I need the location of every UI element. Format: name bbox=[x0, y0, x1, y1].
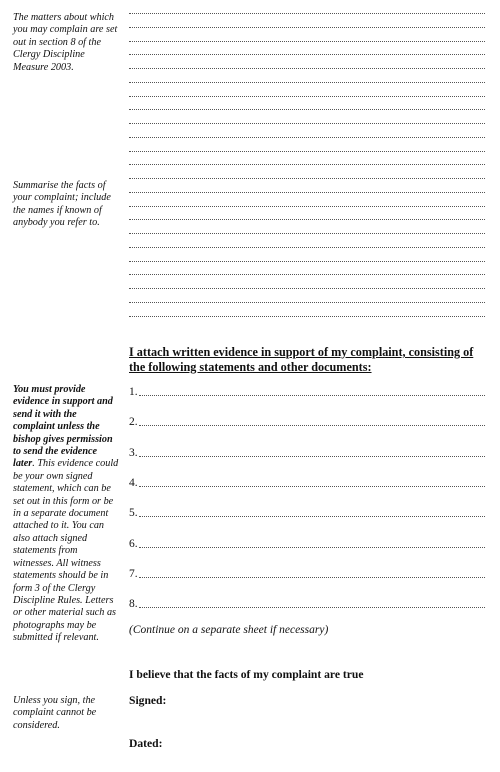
evidence-line[interactable] bbox=[129, 385, 485, 399]
signed-label: Signed: bbox=[129, 694, 167, 707]
writing-line[interactable] bbox=[129, 33, 485, 42]
evidence-line-number: 1. bbox=[129, 386, 138, 398]
writing-line[interactable] bbox=[129, 46, 485, 55]
writing-line[interactable] bbox=[129, 101, 485, 110]
writing-line[interactable] bbox=[129, 19, 485, 28]
writing-line[interactable] bbox=[129, 129, 485, 138]
evidence-line[interactable] bbox=[129, 537, 485, 551]
evidence-note-bold: You must provide evidence in support and send it with the complaint unless the bishop gives permission to send the evidence later bbox=[13, 384, 113, 470]
evidence-line-dots[interactable] bbox=[139, 547, 485, 548]
evidence-line[interactable] bbox=[129, 415, 485, 429]
continue-note: (Continue on a separate sheet if necessary) bbox=[129, 624, 329, 636]
evidence-line-number: 8. bbox=[129, 598, 138, 611]
evidence-line-dots[interactable] bbox=[139, 607, 485, 608]
writing-line[interactable] bbox=[129, 280, 485, 289]
writing-line[interactable] bbox=[129, 211, 485, 220]
evidence-note-rest: . This evidence could be your own signed statement, which can be set out in this form or be in a separate document attached to it. You can also attach signed statements from witnesses. All witness statements should be in form 3 of the Clergy Discipline Rules. Letters or other material such as photographs may be submitted if relevant. bbox=[13, 458, 119, 644]
evidence-line-number: 2. bbox=[129, 416, 138, 429]
evidence-line-number: 4. bbox=[129, 476, 138, 489]
writing-line[interactable] bbox=[129, 239, 485, 248]
writing-line[interactable] bbox=[129, 198, 485, 207]
belief-statement: I believe that the facts of my complaint are true bbox=[129, 668, 364, 681]
writing-line[interactable] bbox=[129, 143, 485, 152]
evidence-line[interactable] bbox=[129, 476, 485, 490]
matters-note: The matters about which you may complain are set out in section 8 of the Clergy Discipline Measure 2003. bbox=[13, 12, 118, 73]
writing-line[interactable] bbox=[129, 5, 485, 14]
writing-line[interactable] bbox=[129, 308, 485, 317]
evidence-line-dots[interactable] bbox=[139, 516, 485, 517]
facts-note: Summarise the facts of your complaint; include the names if known of anybody you refer to. bbox=[13, 180, 111, 229]
evidence-line-dots[interactable] bbox=[139, 425, 485, 426]
writing-line[interactable] bbox=[129, 74, 485, 83]
writing-line[interactable] bbox=[129, 184, 485, 193]
writing-line[interactable] bbox=[129, 253, 485, 262]
evidence-line-dots[interactable] bbox=[139, 456, 485, 457]
evidence-line-dots[interactable] bbox=[139, 395, 485, 396]
evidence-line-number: 6. bbox=[129, 537, 138, 550]
evidence-note bbox=[13, 384, 119, 645]
writing-line[interactable] bbox=[129, 115, 485, 124]
evidence-line[interactable] bbox=[129, 446, 485, 460]
evidence-line[interactable] bbox=[129, 597, 485, 611]
evidence-line[interactable] bbox=[129, 506, 485, 520]
evidence-line-number: 3. bbox=[129, 446, 138, 459]
evidence-heading: I attach written evidence in support of my complaint, consisting of the following statements and other documents: bbox=[129, 345, 474, 374]
writing-line[interactable] bbox=[129, 60, 485, 69]
evidence-line-dots[interactable] bbox=[139, 577, 485, 578]
evidence-line-number: 5. bbox=[129, 507, 138, 520]
dated-label: Dated: bbox=[129, 737, 163, 750]
writing-line[interactable] bbox=[129, 156, 485, 165]
evidence-line-dots[interactable] bbox=[139, 486, 485, 487]
sign-note: Unless you sign, the complaint cannot be considered. bbox=[13, 695, 97, 731]
writing-line[interactable] bbox=[129, 225, 485, 234]
writing-line[interactable] bbox=[129, 294, 485, 303]
writing-line[interactable] bbox=[129, 88, 485, 97]
evidence-line[interactable] bbox=[129, 567, 485, 581]
evidence-line-number: 7. bbox=[129, 567, 138, 580]
writing-line[interactable] bbox=[129, 170, 485, 179]
writing-line[interactable] bbox=[129, 266, 485, 275]
